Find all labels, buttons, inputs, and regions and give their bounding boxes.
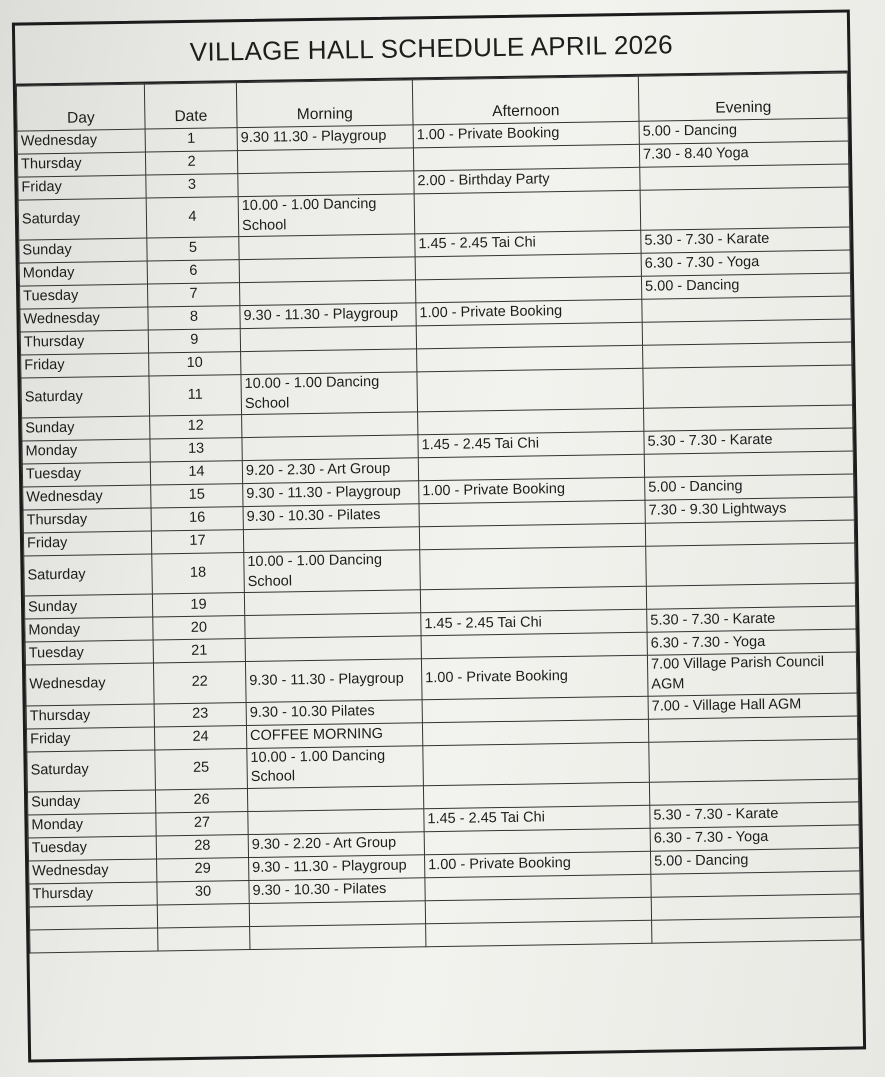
schedule-table xyxy=(16,73,862,954)
cell-evening xyxy=(643,365,853,408)
empty-cell xyxy=(30,928,158,953)
cell-evening: 6.30 - 7.30 - Yoga xyxy=(650,825,859,851)
cell-day: Monday xyxy=(28,813,156,838)
cell-morning xyxy=(239,257,415,283)
cell-date: 25 xyxy=(155,748,248,790)
cell-morning: 10.00 - 1.00 Dancing School xyxy=(247,745,424,788)
cell-day: Thursday xyxy=(29,882,157,907)
cell-date: 17 xyxy=(151,530,243,554)
cell-date: 20 xyxy=(153,616,245,640)
cell-date: 6 xyxy=(147,260,239,284)
cell-day: Sunday xyxy=(22,416,150,441)
cell-date: 3 xyxy=(146,174,238,198)
cell-date: 23 xyxy=(154,702,246,726)
cell-afternoon xyxy=(417,368,644,412)
cell-date: 28 xyxy=(156,834,248,858)
cell-evening xyxy=(646,583,855,609)
schedule-title: VILLAGE HALL SCHEDULE APRIL 2026 xyxy=(15,13,848,86)
cell-afternoon: 1.45 - 2.45 Tai Chi xyxy=(421,610,647,637)
cell-date: 18 xyxy=(152,553,245,595)
cell-evening xyxy=(644,451,853,477)
cell-morning xyxy=(244,590,420,616)
cell-evening: 5.00 - Dancing xyxy=(645,474,854,500)
cell-afternoon: 2.00 - Birthday Party xyxy=(414,167,640,194)
cell-morning: 10.00 - 1.00 Dancing School xyxy=(244,550,421,593)
cell-day: Tuesday xyxy=(25,640,153,665)
cell-evening: 7.00 - Village Hall AGM xyxy=(648,692,857,718)
empty-cell xyxy=(652,917,861,943)
cell-evening xyxy=(642,296,851,322)
cell-date: 24 xyxy=(154,725,246,749)
column-header-afternoon: Afternoon xyxy=(412,76,639,125)
cell-evening: 5.30 - 7.30 - Karate xyxy=(644,428,853,454)
cell-day: Sunday xyxy=(27,790,155,815)
cell-afternoon: 1.00 - Private Booking xyxy=(424,851,650,878)
empty-cell xyxy=(157,903,249,927)
cell-morning xyxy=(237,148,413,174)
cell-date: 8 xyxy=(148,306,240,330)
cell-day: Tuesday xyxy=(22,462,150,487)
cell-morning: 9.20 - 2.30 - Art Group xyxy=(242,458,418,484)
cell-day: Sunday xyxy=(24,594,152,619)
cell-morning: 10.00 - 1.00 Dancing School xyxy=(238,194,415,237)
cell-day: Saturday xyxy=(27,749,156,791)
cell-date: 5 xyxy=(147,237,239,261)
cell-date: 21 xyxy=(153,639,245,663)
cell-date: 11 xyxy=(149,375,242,417)
cell-morning: 9.30 - 11.30 - Playgroup xyxy=(243,481,419,507)
cell-morning xyxy=(239,280,415,306)
cell-date: 19 xyxy=(152,593,244,617)
cell-date: 30 xyxy=(157,880,249,904)
cell-date: 13 xyxy=(150,438,242,462)
cell-afternoon: 1.45 - 2.45 Tai Chi xyxy=(415,230,641,257)
cell-evening: 6.30 - 7.30 - Yoga xyxy=(647,629,856,655)
cell-day: Monday xyxy=(25,617,153,642)
cell-day: Friday xyxy=(21,353,149,378)
cell-afternoon xyxy=(423,742,650,786)
cell-morning xyxy=(248,808,424,834)
cell-evening xyxy=(644,405,853,431)
cell-date: 10 xyxy=(149,352,241,376)
cell-morning xyxy=(242,435,418,461)
cell-day: Sunday xyxy=(19,238,147,263)
schedule-sheet xyxy=(12,9,866,1062)
cell-morning xyxy=(239,234,415,260)
cell-date: 29 xyxy=(157,857,249,881)
cell-day: Monday xyxy=(22,439,150,464)
cell-evening xyxy=(643,342,852,368)
cell-evening: 7.00 Village Parish Council AGM xyxy=(647,652,857,695)
cell-day: Saturday xyxy=(21,376,150,418)
cell-afternoon: 1.45 - 2.45 Tai Chi xyxy=(424,805,650,832)
column-header-date: Date xyxy=(144,83,237,129)
cell-evening xyxy=(649,738,859,781)
cell-afternoon xyxy=(414,190,641,234)
cell-evening: 5.00 - Dancing xyxy=(641,273,850,299)
empty-cell xyxy=(426,920,652,947)
cell-morning xyxy=(245,613,421,639)
cell-evening xyxy=(640,187,850,230)
cell-evening: 6.30 - 7.30 - Yoga xyxy=(641,250,850,276)
cell-morning xyxy=(241,349,417,375)
cell-afternoon: 1.45 - 2.45 Tai Chi xyxy=(418,432,644,459)
schedule-rows xyxy=(17,118,861,953)
cell-day: Tuesday xyxy=(28,836,156,861)
cell-evening: 5.30 - 7.30 - Karate xyxy=(647,606,856,632)
cell-evening xyxy=(649,779,858,805)
cell-morning: 9.30 - 10.30 Pilates xyxy=(246,699,422,725)
cell-day: Friday xyxy=(23,531,151,556)
cell-date: 26 xyxy=(155,788,247,812)
column-header-morning: Morning xyxy=(236,80,413,128)
cell-morning: 9.30 - 11.30 - Playgroup xyxy=(245,659,422,702)
column-header-evening: Evening xyxy=(638,73,848,121)
cell-morning: COFFEE MORNING xyxy=(246,722,422,748)
cell-day: Thursday xyxy=(23,508,151,533)
empty-cell xyxy=(29,905,157,930)
cell-day: Wednesday xyxy=(23,485,151,510)
cell-evening: 7.30 - 8.40 Yoga xyxy=(639,141,848,167)
cell-evening: 5.30 - 7.30 - Karate xyxy=(641,227,850,253)
cell-day: Monday xyxy=(19,261,147,286)
cell-day: Friday xyxy=(18,175,146,200)
cell-evening xyxy=(646,543,856,586)
cell-evening xyxy=(648,715,857,741)
cell-evening xyxy=(645,520,854,546)
cell-morning xyxy=(243,527,419,553)
cell-evening xyxy=(640,164,849,190)
cell-morning xyxy=(245,636,421,662)
empty-cell xyxy=(158,926,250,950)
empty-cell xyxy=(250,923,426,949)
cell-afternoon: 1.00 - Private Booking xyxy=(419,478,645,505)
cell-date: 27 xyxy=(156,811,248,835)
cell-day: Wednesday xyxy=(25,663,154,705)
cell-morning xyxy=(242,412,418,438)
cell-afternoon xyxy=(420,547,647,591)
cell-date: 16 xyxy=(151,507,243,531)
cell-afternoon: 1.00 - Private Booking xyxy=(421,656,648,700)
cell-evening: 5.30 - 7.30 - Karate xyxy=(650,802,859,828)
cell-morning: 9.30 - 11.30 - Playgroup xyxy=(249,854,425,880)
cell-date: 12 xyxy=(150,415,242,439)
cell-date: 22 xyxy=(153,662,246,704)
cell-morning xyxy=(238,171,414,197)
cell-morning: 9.30 - 10.30 - Pilates xyxy=(249,877,425,903)
column-header-day: Day xyxy=(16,84,145,131)
cell-date: 2 xyxy=(145,151,237,175)
cell-evening xyxy=(651,871,860,897)
cell-morning: 10.00 - 1.00 Dancing School xyxy=(241,372,418,415)
cell-evening: 7.30 - 9.30 Lightways xyxy=(645,497,854,523)
empty-cell xyxy=(651,894,860,920)
cell-morning xyxy=(247,785,423,811)
cell-morning: 9.30 - 10.30 - Pilates xyxy=(243,504,419,530)
empty-cell xyxy=(249,900,425,926)
cell-afternoon: 1.00 - Private Booking xyxy=(416,299,642,326)
cell-day: Friday xyxy=(26,726,154,751)
cell-morning: 9.30 - 11.30 - Playgroup xyxy=(240,303,416,329)
cell-day: Thursday xyxy=(26,703,154,728)
cell-morning: 9.30 11.30 - Playgroup xyxy=(237,125,413,151)
cell-day: Thursday xyxy=(20,330,148,355)
cell-date: 9 xyxy=(148,329,240,353)
cell-morning: 9.30 - 2.20 - Art Group xyxy=(248,831,424,857)
cell-day: Wednesday xyxy=(20,307,148,332)
cell-day: Thursday xyxy=(17,152,145,177)
cell-day: Saturday xyxy=(18,198,147,240)
cell-day: Tuesday xyxy=(20,284,148,309)
cell-day: Wednesday xyxy=(29,859,157,884)
cell-evening: 5.00 - Dancing xyxy=(650,848,859,874)
cell-date: 15 xyxy=(151,484,243,508)
cell-evening: 5.00 - Dancing xyxy=(639,118,848,144)
cell-day: Saturday xyxy=(24,554,153,596)
cell-morning xyxy=(240,326,416,352)
cell-afternoon: 1.00 - Private Booking xyxy=(413,121,639,148)
cell-date: 4 xyxy=(146,197,239,239)
cell-date: 1 xyxy=(145,128,237,152)
cell-date: 7 xyxy=(148,283,240,307)
cell-day: Wednesday xyxy=(17,129,145,154)
cell-date: 14 xyxy=(150,461,242,485)
cell-evening xyxy=(642,319,851,345)
